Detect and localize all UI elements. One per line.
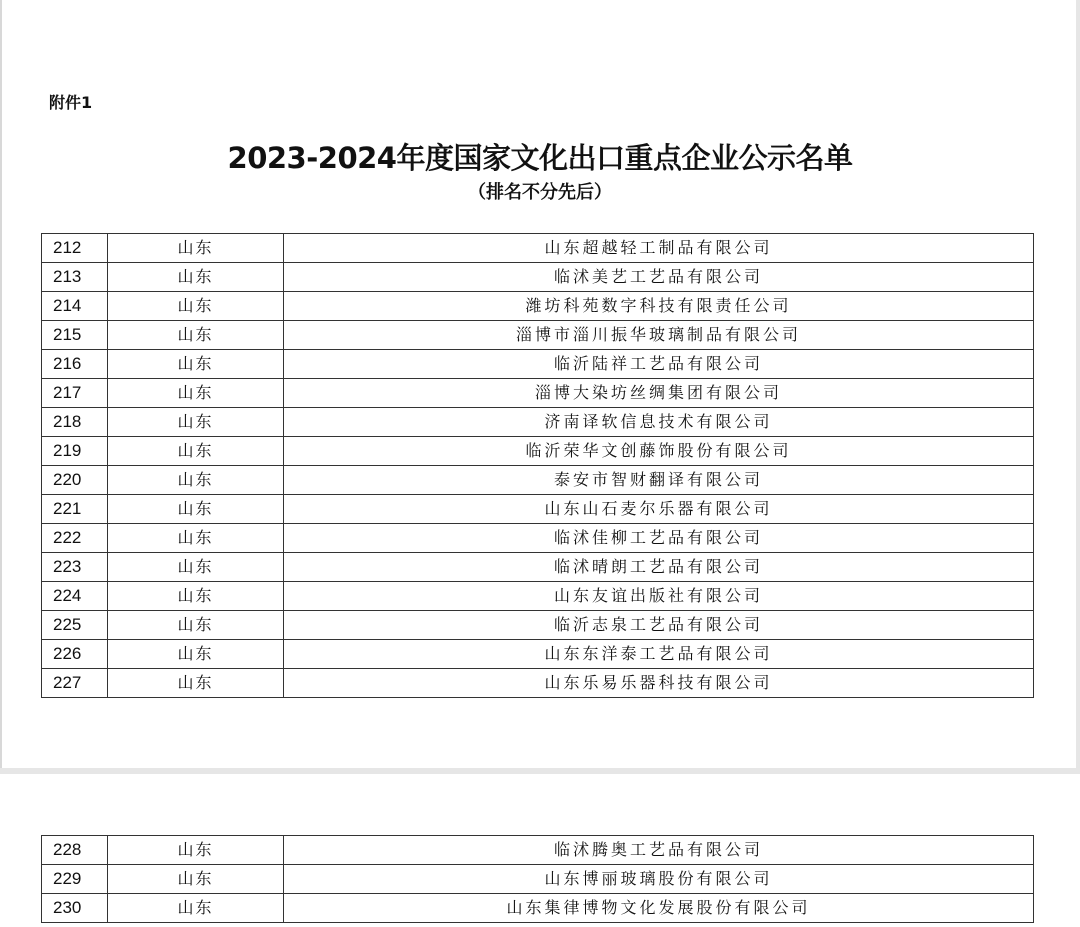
row-company-name: 临沭美艺工艺品有限公司 [284,263,1034,292]
row-number: 213 [42,263,108,292]
row-company-name: 泰安市智财翻译有限公司 [284,466,1034,495]
table-row [42,640,1034,669]
row-number: 216 [42,350,108,379]
row-number: 229 [42,865,108,894]
row-number: 230 [42,894,108,923]
row-company-name: 临沭佳柳工艺品有限公司 [284,524,1034,553]
row-company-name: 淄博市淄川振华玻璃制品有限公司 [284,321,1034,350]
row-province: 山东 [108,234,284,263]
row-company-name: 淄博大染坊丝绸集团有限公司 [284,379,1034,408]
row-number: 219 [42,437,108,466]
page-subtitle: （排名不分先后） [468,182,612,203]
document-page-2 [0,774,1080,927]
page-edge [0,0,2,768]
row-company-name: 山东友谊出版社有限公司 [284,582,1034,611]
row-number: 223 [42,553,108,582]
table-row [42,495,1034,524]
row-province: 山东 [108,582,284,611]
table-row [42,437,1034,466]
table-row [42,350,1034,379]
table-row [42,408,1034,437]
row-number: 218 [42,408,108,437]
table-row [42,582,1034,611]
row-province: 山东 [108,263,284,292]
table-row [42,894,1034,923]
row-company-name: 济南译软信息技术有限公司 [284,408,1034,437]
row-province: 山东 [108,894,284,923]
company-table [41,233,1034,698]
row-company-name: 山东山石麦尔乐器有限公司 [284,495,1034,524]
table-row [42,524,1034,553]
row-province: 山东 [108,524,284,553]
row-company-name: 临沂陆祥工艺品有限公司 [284,350,1034,379]
row-company-name: 临沂志泉工艺品有限公司 [284,611,1034,640]
table-row [42,865,1034,894]
page-title: 2023-2024年度国家文化出口重点企业公示名单 [227,141,853,175]
table-row [42,669,1034,698]
table-row [42,263,1034,292]
row-province: 山东 [108,553,284,582]
row-company-name: 山东乐易乐器科技有限公司 [284,669,1034,698]
row-province: 山东 [108,437,284,466]
attachment-label: 附件1 [49,93,93,112]
row-number: 220 [42,466,108,495]
row-province: 山东 [108,495,284,524]
row-number: 224 [42,582,108,611]
table-row [42,234,1034,263]
row-company-name: 临沭晴朗工艺品有限公司 [284,553,1034,582]
row-number: 227 [42,669,108,698]
row-company-name: 山东博丽玻璃股份有限公司 [284,865,1034,894]
row-province: 山东 [108,350,284,379]
row-number: 212 [42,234,108,263]
table-row [42,292,1034,321]
row-province: 山东 [108,466,284,495]
row-company-name: 山东超越轻工制品有限公司 [284,234,1034,263]
row-number: 222 [42,524,108,553]
row-number: 225 [42,611,108,640]
row-number: 228 [42,836,108,865]
row-number: 215 [42,321,108,350]
row-province: 山东 [108,292,284,321]
row-province: 山东 [108,865,284,894]
row-company-name: 临沭腾奥工艺品有限公司 [284,836,1034,865]
row-company-name: 潍坊科苑数字科技有限责任公司 [284,292,1034,321]
table-row [42,553,1034,582]
row-province: 山东 [108,611,284,640]
row-province: 山东 [108,836,284,865]
row-province: 山东 [108,640,284,669]
row-company-name: 山东集律博物文化发展股份有限公司 [284,894,1034,923]
company-table [41,835,1034,923]
table-row [42,321,1034,350]
row-company-name: 山东东洋泰工艺品有限公司 [284,640,1034,669]
row-number: 217 [42,379,108,408]
row-province: 山东 [108,669,284,698]
row-number: 214 [42,292,108,321]
table-row [42,379,1034,408]
table-row [42,466,1034,495]
row-company-name: 临沂荣华文创藤饰股份有限公司 [284,437,1034,466]
table-row [42,611,1034,640]
row-province: 山东 [108,408,284,437]
table-row [42,836,1034,865]
row-number: 221 [42,495,108,524]
row-number: 226 [42,640,108,669]
row-province: 山东 [108,379,284,408]
row-province: 山东 [108,321,284,350]
